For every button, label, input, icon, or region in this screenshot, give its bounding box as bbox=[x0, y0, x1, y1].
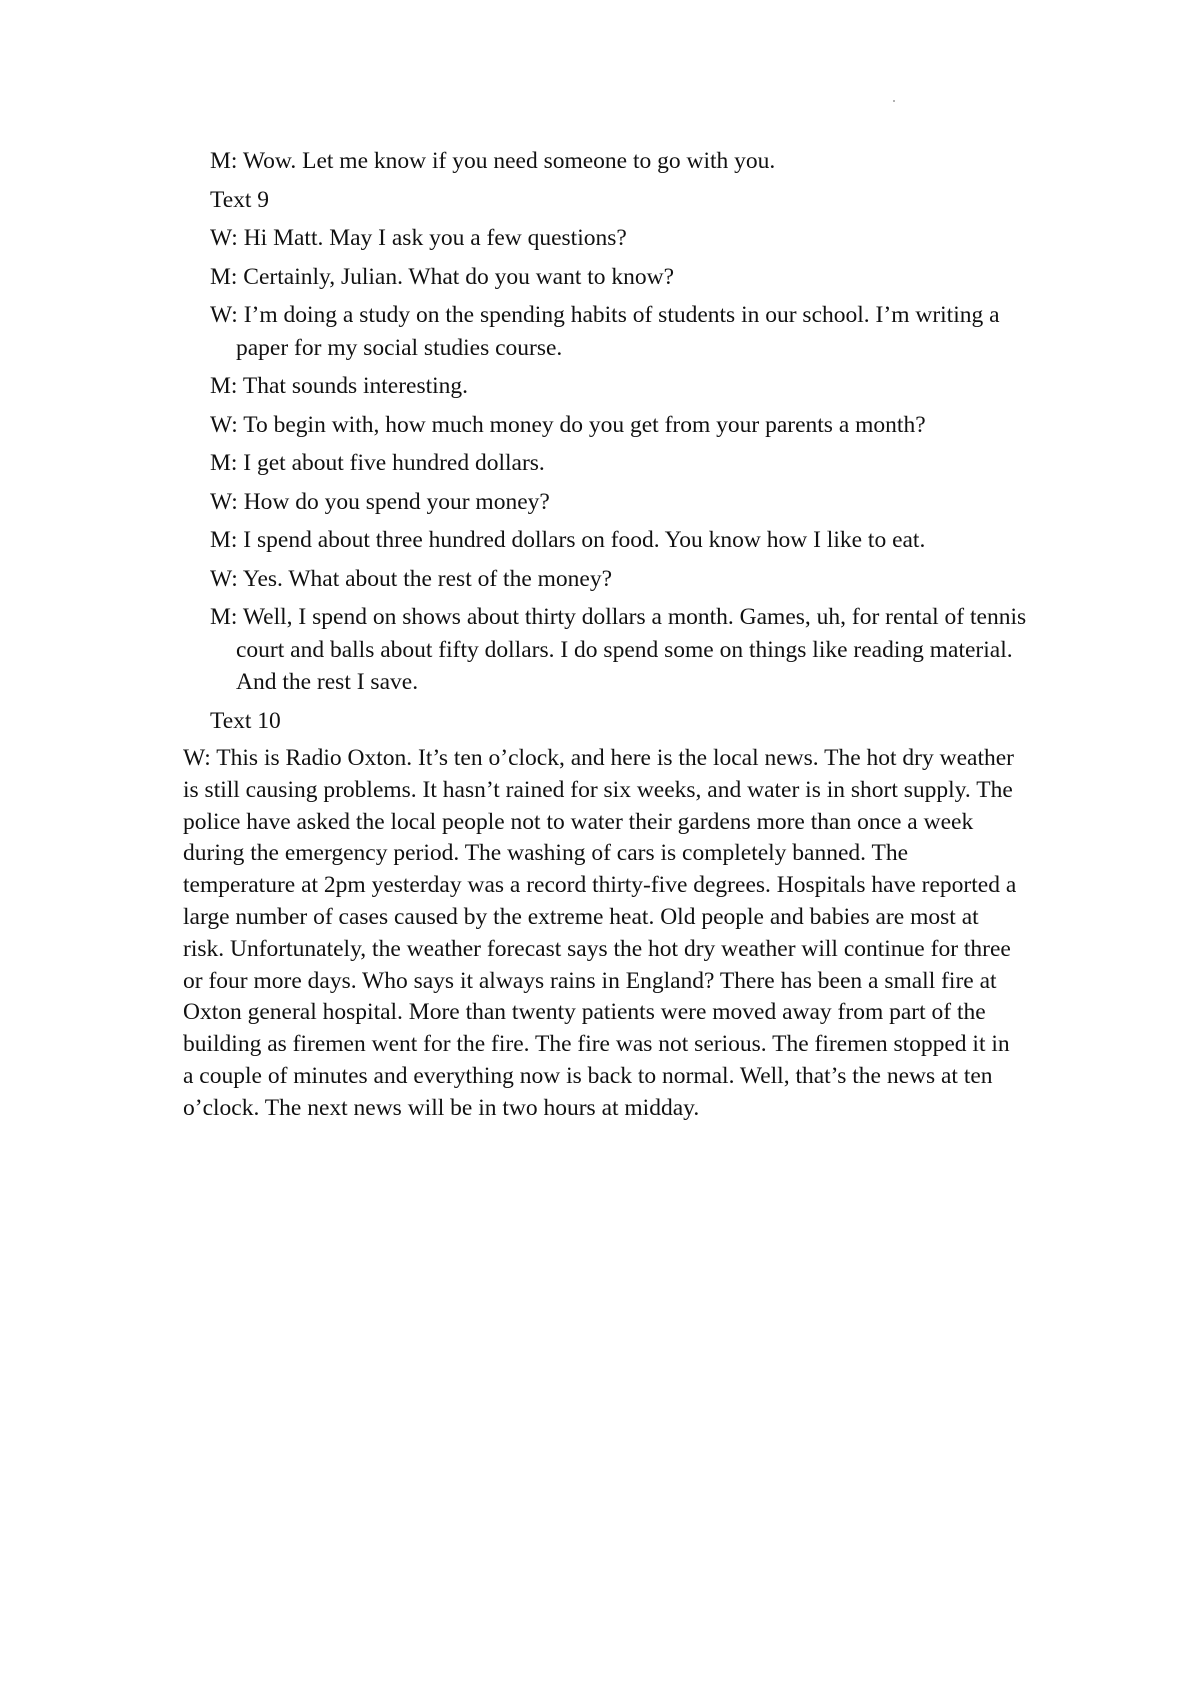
dialogue-line: W: Yes. What about the rest of the money? bbox=[210, 565, 613, 592]
stray-dot-mark bbox=[893, 100, 895, 102]
dialogue-line: M: That sounds interesting. bbox=[210, 373, 469, 399]
radio-news-paragraph: W: This is Radio Oxton. It’s ten o’clock, and here is the local news. The hot dry weather is still causing problems. It hasn’t rained for six weeks, and water is in short supply. The police have asked the local people not to water their gardens more than once a week during the emergency period. The washing of cars is completely banned. The temperature at 2pm yesterday was a record thirty-five degrees. Hospitals have reported a large number of cases caused by the extreme heat. Old people and babies are most at risk. Unfortunately, the weather forecast says the hot dry weather will continue for three or four more days. Who says it always rains in England? There has been a small fire at Oxton general hospital. More than twenty patients were moved away from part of the building as firemen went for the fire. The fire was not serious. The firemen stopped it in a couple of minutes and everything now is back to normal. Well, that’s the news at ten o’clock. The next news will be in two hours at midday. bbox=[183, 745, 1017, 1121]
section-heading-text-10: Text 10 bbox=[210, 707, 281, 734]
dialogue-line: W: I’m doing a study on the spending habits of students in our school. I’m writing a paper for my social studies course. bbox=[210, 302, 1000, 361]
dialogue-line: M: I spend about three hundred dollars on food. You know how I like to eat. bbox=[210, 527, 926, 553]
section-heading-text-9: Text 9 bbox=[210, 186, 270, 213]
dialogue-line: W: To begin with, how much money do you get from your parents a month? bbox=[210, 411, 926, 438]
dialogue-line: M: Certainly, Julian. What do you want to know? bbox=[210, 263, 675, 290]
dialogue-line: M: I get about five hundred dollars. bbox=[210, 450, 545, 476]
dialogue-line: M: Well, I spend on shows about thirty dollars a month. Games, uh, for rental of tennis court and balls about fifty dollars. I do spend some on things like reading material. And the rest I save. bbox=[210, 604, 1027, 695]
dialogue-line: W: Hi Matt. May I ask you a few questions? bbox=[210, 225, 627, 251]
dialogue-line: W: How do you spend your money? bbox=[210, 488, 550, 515]
dialogue-transcript bbox=[210, 145, 1030, 743]
dialogue-line: M: Wow. Let me know if you need someone to go with you. bbox=[210, 148, 776, 174]
